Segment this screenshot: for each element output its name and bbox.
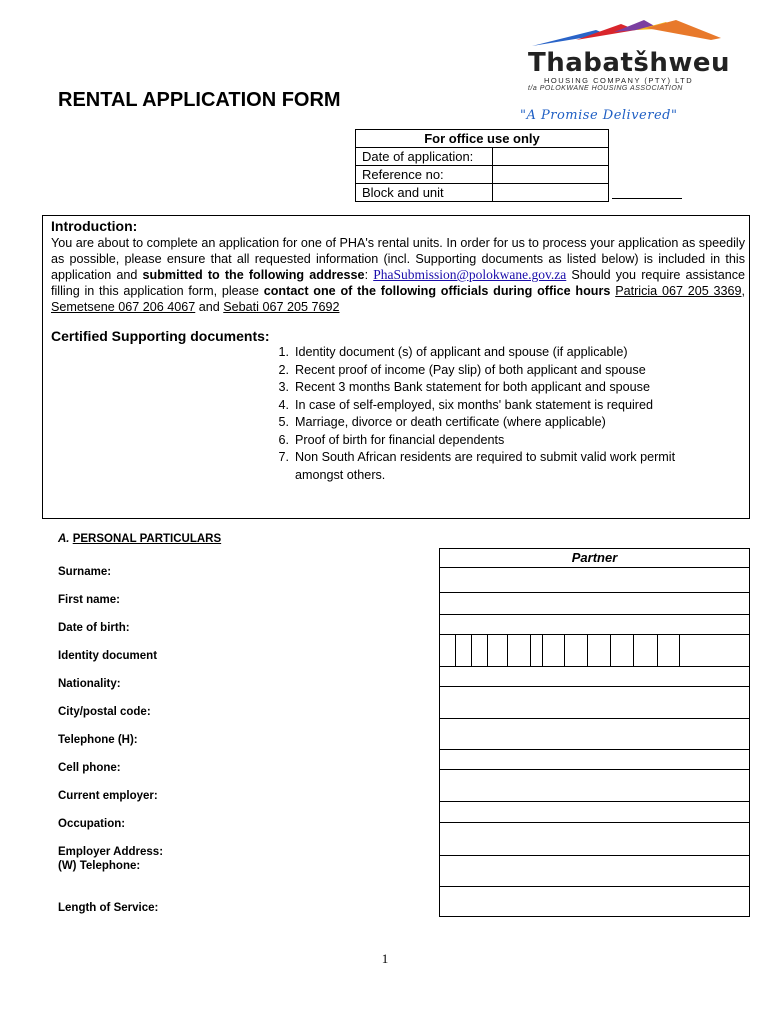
introduction-box — [42, 215, 750, 519]
logo-tagline: "A Promise Delivered" — [520, 108, 678, 123]
docs-heading: Certified Supporting documents: — [51, 328, 270, 344]
list-item: 5. Marriage, divorce or death certificate (where applicable) — [278, 415, 606, 429]
logo-brand: Thabatšhweu — [528, 48, 731, 78]
dob-label: Date of birth: — [58, 622, 130, 634]
list-item: 6. Proof of birth for financial dependents — [278, 432, 505, 447]
list-item: 7. Non South African residents are required to submit valid work permit amongst others. — [278, 450, 676, 482]
intro-paragraph: You are about to complete an application for one of PHA's rental units. In order for us to process your application as speedily as possible, please ensure that all requested information (incl. Supporting documents as listed below) is included in this application and submitted to the following addresse: PhaSubmission@polokwane.gov.za Should you require assistance filling in this application form, please contact one of the following officials during office hours Patricia 067 205 3369, Semetsene 067 206 4067 and Sebati 067 205 7692 — [51, 236, 746, 314]
list-item: 3. Recent 3 months Bank statement for both applicant and spouse — [278, 380, 650, 394]
partner-surname-field[interactable] — [440, 567, 749, 592]
page-title: RENTAL APPLICATION FORM — [58, 89, 341, 111]
contact-sebati: Sebati 067 205 7692 — [223, 300, 340, 314]
office-use-table — [355, 129, 609, 202]
partner-telephone-w-field[interactable] — [440, 855, 749, 886]
office-row-label: Block and unit — [356, 184, 493, 202]
list-item: 2. Recent proof of income (Pay slip) of both applicant and spouse — [278, 362, 646, 377]
company-logo — [520, 18, 730, 126]
employer-address-label: Employer Address: — [58, 846, 164, 858]
partner-id-number-field[interactable] — [440, 634, 749, 666]
reference-no-field[interactable] — [493, 166, 609, 184]
section-a-heading: A. PERSONAL PARTICULARS — [58, 533, 222, 545]
partner-current-employer-field[interactable] — [440, 769, 749, 801]
list-item: 1. Identity document (s) of applicant and spouse (if applicable) — [278, 345, 628, 359]
partner-cell-phone-field[interactable] — [440, 749, 749, 769]
surname-label: Surname: — [58, 566, 112, 578]
office-row-label: Reference no: — [356, 166, 493, 184]
first-name-label: First name: — [58, 594, 120, 606]
length-of-service-label: Length of Service: — [58, 902, 159, 914]
contact-patricia: Patricia 067 205 3369 — [615, 284, 742, 298]
cell-phone-label: Cell phone: — [58, 762, 121, 774]
partner-length-of-service-field[interactable] — [440, 886, 749, 916]
current-employer-label: Current employer: — [58, 790, 158, 802]
nationality-label: Nationality: — [58, 678, 121, 690]
id-document-label: Identity document — [58, 650, 158, 662]
partner-header: Partner — [571, 550, 618, 565]
logo-company: HOUSING COMPANY (PTY) LTD — [544, 76, 694, 85]
submission-email-link[interactable]: PhaSubmission@polokwane.gov.za — [373, 267, 567, 282]
occupation-label: Occupation: — [58, 818, 126, 830]
partner-employer-address-field[interactable] — [440, 822, 749, 855]
telephone-w-label: (W) Telephone: — [58, 860, 141, 872]
intro-heading: Introduction: — [51, 218, 138, 234]
date-of-application-field[interactable] — [493, 148, 609, 166]
city-label: City/postal code: — [58, 706, 151, 718]
contact-semetsene: Semetsene 067 206 4067 — [51, 300, 196, 314]
block-and-unit-field[interactable] — [493, 184, 609, 202]
list-item: 4. In case of self-employed, six months' bank statement is required — [278, 397, 653, 412]
divider — [612, 198, 682, 199]
logo-trading-as: t/a POLOKWANE HOUSING ASSOCIATION — [528, 85, 683, 92]
partner-first-name-field[interactable] — [440, 592, 749, 614]
partner-telephone-h-field[interactable] — [440, 718, 749, 749]
office-use-header: For office use only — [356, 130, 609, 148]
roof-logo-icon — [526, 18, 726, 52]
telephone-h-label: Telephone (H): — [58, 734, 138, 746]
office-row-label: Date of application: — [356, 148, 493, 166]
partner-occupation-field[interactable] — [440, 801, 749, 822]
page-number: 1 — [381, 951, 389, 966]
partner-city-field[interactable] — [440, 686, 749, 718]
partner-column — [439, 548, 750, 917]
partner-dob-field[interactable] — [440, 614, 749, 634]
partner-nationality-field[interactable] — [440, 666, 749, 686]
supporting-documents-list — [269, 344, 709, 484]
